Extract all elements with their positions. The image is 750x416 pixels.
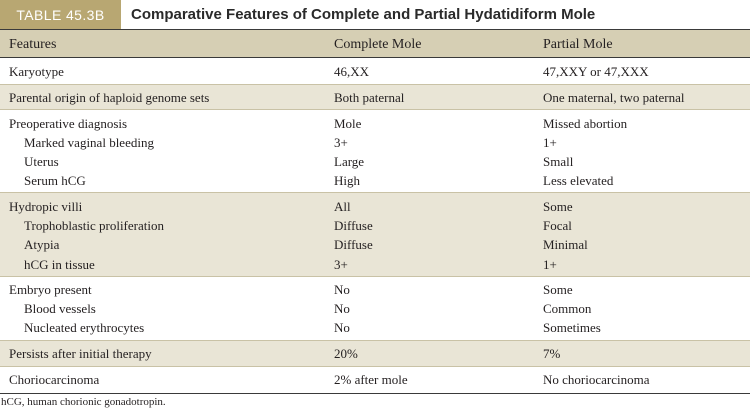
partial-mole-cell: One maternal, two paternal — [543, 90, 685, 105]
table-row — [0, 197, 750, 216]
table-group — [0, 110, 750, 193]
table-row — [0, 62, 750, 81]
complete-mole-cell: No — [334, 301, 350, 316]
partial-mole-cell: Focal — [543, 218, 572, 233]
header-features: Features — [9, 37, 57, 52]
partial-mole-cell: 7% — [543, 346, 561, 361]
complete-mole-cell: 2% after mole — [334, 372, 408, 387]
feature-cell: Serum hCG — [24, 173, 86, 188]
complete-mole-cell: No — [334, 320, 350, 335]
partial-mole-cell: 1+ — [543, 257, 557, 272]
table-title-bar — [0, 0, 750, 29]
table-row — [0, 235, 750, 254]
complete-mole-cell: All — [334, 199, 351, 214]
table-group — [0, 58, 750, 85]
table-bottom-rule — [0, 393, 750, 394]
table-group — [0, 277, 750, 341]
partial-mole-cell: No choriocarcinoma — [543, 372, 650, 387]
complete-mole-cell: High — [334, 173, 360, 188]
partial-mole-cell: Common — [543, 301, 592, 316]
complete-mole-cell: 20% — [334, 346, 358, 361]
complete-mole-cell: 3+ — [334, 257, 348, 272]
complete-mole-cell: 3+ — [334, 135, 348, 150]
table-row — [0, 344, 750, 363]
partial-mole-cell: 47,XXY or 47,XXX — [543, 64, 649, 79]
table-row — [0, 114, 750, 133]
partial-mole-cell: Missed abortion — [543, 116, 628, 131]
feature-cell: Blood vessels — [24, 301, 96, 316]
table-group — [0, 85, 750, 110]
table-group — [0, 367, 750, 393]
header-complete-mole: Complete Mole — [334, 37, 422, 52]
table-row — [0, 370, 750, 389]
table-title: Comparative Features of Complete and Partial Hydatidiform Mole — [131, 6, 596, 23]
table-label: TABLE 45.3B — [0, 0, 121, 29]
feature-cell: Choriocarcinoma — [9, 372, 100, 387]
partial-mole-cell: Some — [543, 199, 573, 214]
partial-mole-cell: Less elevated — [543, 173, 614, 188]
table-group — [0, 341, 750, 367]
partial-mole-cell: Small — [543, 154, 574, 169]
feature-cell: Uterus — [24, 154, 59, 169]
complete-mole-cell: Large — [334, 154, 365, 169]
feature-cell: Embryo present — [9, 282, 92, 297]
table-header-row — [0, 29, 750, 58]
feature-cell: Karyotype — [9, 64, 64, 79]
feature-cell: Atypia — [24, 237, 60, 252]
table-row — [0, 280, 750, 299]
table-row — [0, 152, 750, 171]
table-row — [0, 133, 750, 152]
feature-cell: Hydropic villi — [9, 199, 83, 214]
complete-mole-cell: Diffuse — [334, 237, 373, 252]
table-group — [0, 193, 750, 277]
feature-cell: Preoperative diagnosis — [9, 116, 128, 131]
complete-mole-cell: No — [334, 282, 350, 297]
feature-cell: Parental origin of haploid genome sets — [9, 90, 210, 105]
header-partial-mole: Partial Mole — [543, 37, 613, 52]
complete-mole-cell: Both paternal — [334, 90, 405, 105]
partial-mole-cell: Sometimes — [543, 320, 601, 335]
complete-mole-cell: 46,XX — [334, 64, 370, 79]
complete-mole-cell: Mole — [334, 116, 362, 131]
table-row — [0, 171, 750, 190]
partial-mole-cell: Some — [543, 282, 573, 297]
feature-cell: Trophoblastic proliferation — [24, 218, 164, 233]
partial-mole-cell: Minimal — [543, 237, 588, 252]
table-footnote: hCG, human chorionic gonadotropin. — [1, 396, 166, 408]
feature-cell: Persists after initial therapy — [9, 346, 152, 361]
feature-cell: hCG in tissue — [24, 257, 95, 272]
table-row — [0, 88, 750, 107]
table-row — [0, 216, 750, 235]
complete-mole-cell: Diffuse — [334, 218, 373, 233]
table-row — [0, 255, 750, 274]
partial-mole-cell: 1+ — [543, 135, 557, 150]
table-row — [0, 318, 750, 337]
feature-cell: Marked vaginal bleeding — [24, 135, 154, 150]
table-row — [0, 299, 750, 318]
feature-cell: Nucleated erythrocytes — [24, 320, 145, 335]
